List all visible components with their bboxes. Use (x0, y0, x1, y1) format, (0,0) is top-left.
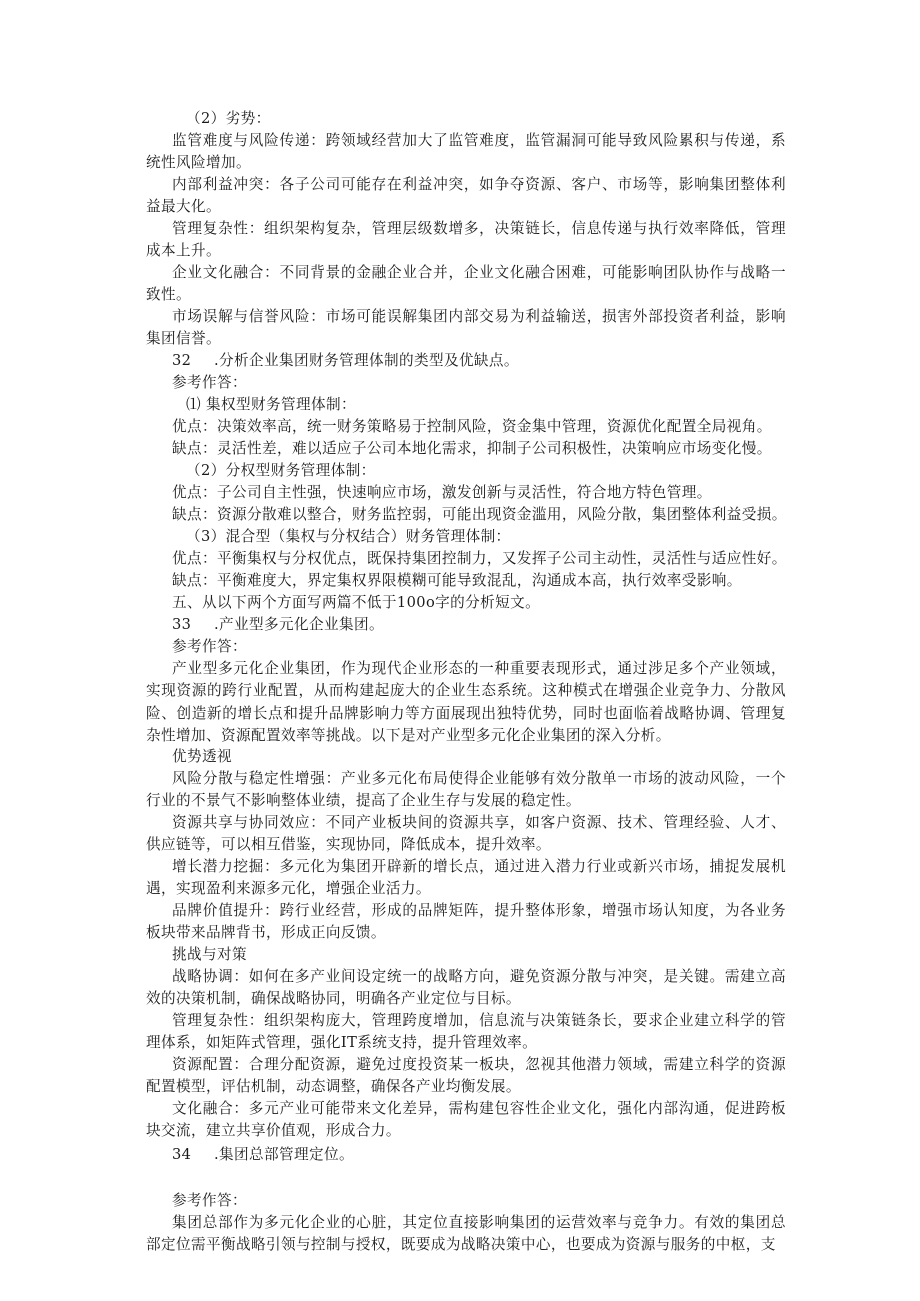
paragraph-hq-positioning: 集团总部作为多元化企业的心脏，其定位直接影响集团的运营效率与竞争力。有效的集团总部定位需平衡战略引领与控制与授权，既要成为战略决策中心，也要成为资源与服务的中枢，支 (146, 1214, 786, 1254)
subheading-centralized: ⑴ 集权型财务管理体制： (186, 396, 356, 413)
question-32 (172, 350, 519, 372)
answer-label: 参考作答： (172, 638, 247, 655)
paragraph-brand-value: 品牌价值提升：跨行业经营，形成的品牌矩阵，提升整体形象，增强市场认知度，为各业务板块带来品牌背书，形成正向反馈。 (146, 902, 786, 942)
question-text: .集团总部管理定位。 (214, 1146, 354, 1163)
section-five-heading: 五、从以下两个方面写两篇不低于100o字的分析短文。 (172, 594, 541, 611)
question-34 (172, 1144, 354, 1166)
question-33 (172, 614, 384, 636)
paragraph-management-complexity-2: 管理复杂性：组织架构庞大，管理跨度增加，信息流与决策链条长，要求企业建立科学的管理体系，如矩阵式管理，强化IT系统支持，提升管理效率。 (146, 1012, 786, 1052)
hybrid-pros: 优点：平衡集权与分权优点，既保持集团控制力，又发挥子公司主动性，灵活性与适应性好。 (172, 550, 787, 567)
paragraph-culture-fusion: 文化融合：多元产业可能带来文化差异，需构建包容性企业文化，强化内部沟通，促进跨板块交流，建立共享价值观，形成合力。 (146, 1100, 786, 1140)
paragraph-regulatory-risk: 监管难度与风险传递：跨领域经营加大了监管难度，监管漏洞可能导致风险累积与传递，系统性风险增加。 (146, 132, 786, 172)
subheading-decentralized: （2）分权型财务管理体制： (186, 462, 376, 479)
paragraph-market-reputation: 市场误解与信誉风险：市场可能误解集团内部交易为利益输送，损害外部投资者利益，影响集团信誉。 (146, 308, 786, 348)
decentralized-pros: 优点：子公司自主性强，快速响应市场，激发创新与灵活性，符合地方特色管理。 (172, 484, 712, 501)
paragraph-resource-allocation: 资源配置：合理分配资源，避免过度投资某一板块，忽视其他潜力领域，需建立科学的资源配置模型，评估机制，动态调整，确保各产业均衡发展。 (146, 1056, 786, 1096)
paragraph-management-complexity: 管理复杂性：组织架构复杂，管理层级数增多，决策链长，信息传递与执行效率降低，管理成本上升。 (146, 220, 786, 260)
answer-label: 参考作答： (172, 1192, 247, 1209)
question-number: 33 (172, 616, 192, 633)
paragraph-intro: 产业型多元化企业集团，作为现代企业形态的一种重要表现形式，通过涉足多个产业领域，实现资源的跨行业配置，从而构建起庞大的企业生态系统。这种模式在增强企业竞争力、分散风险、创造新的增长点和提升品牌影响力等方面展现出独特优势，同时也面临着战略协调、管理复杂性增加、资源配置效率等挑战。以下是对产业型多元化企业集团的深入分析。 (146, 660, 786, 744)
question-text: .分析企业集团财务管理体制的类型及优缺点。 (214, 352, 519, 369)
question-number: 34 (172, 1146, 192, 1163)
paragraph-culture-integration: 企业文化融合：不同背景的金融企业合并，企业文化融合困难，可能影响团队协作与战略一致性。 (146, 264, 786, 304)
paragraph-growth-potential: 增长潜力挖掘：多元化为集团开辟新的增长点，通过进入潜力行业或新兴市场，捕捉发展机遇，实现盈利来源多元化，增强企业活力。 (146, 858, 786, 898)
paragraph-strategy-coordination: 战略协调：如何在多产业间设定统一的战略方向，避免资源分散与冲突，是关键。需建立高效的决策机制，确保战略协同，明确各产业定位与目标。 (146, 968, 786, 1008)
subheading-advantages: 优势透视 (172, 748, 232, 765)
section-heading-disadvantages: （2）劣势： (186, 110, 271, 127)
centralized-pros: 优点：决策效率高，统一财务策略易于控制风险，资金集中管理，资源优化配置全局视角。 (172, 418, 772, 435)
question-text: .产业型多元化企业集团。 (214, 616, 384, 633)
question-number: 32 (172, 352, 192, 369)
hybrid-cons: 缺点：平衡难度大，界定集权界限模糊可能导致混乱，沟通成本高，执行效率受影响。 (172, 572, 742, 589)
paragraph-risk-diversification: 风险分散与稳定性增强：产业多元化布局使得企业能够有效分散单一市场的波动风险，一个行业的不景气不影响整体业绩，提高了企业生存与发展的稳定性。 (146, 770, 786, 810)
centralized-cons: 缺点：灵活性差，难以适应子公司本地化需求，抑制子公司积极性，决策响应市场变化慢。 (172, 440, 772, 457)
paragraph-resource-sharing: 资源共享与协同效应：不同产业板块间的资源共享，如客户资源、技术、管理经验、人才、供应链等，可以相互借鉴，实现协同，降低成本，提升效率。 (146, 814, 786, 854)
subheading-challenges: 挑战与对策 (172, 946, 247, 963)
paragraph-internal-conflict: 内部利益冲突：各子公司可能存在利益冲突，如争夺资源、客户、市场等，影响集团整体利益最大化。 (146, 176, 786, 216)
answer-label: 参考作答： (172, 374, 247, 391)
subheading-hybrid: （3）混合型（集权与分权结合）财务管理体制： (186, 528, 511, 545)
decentralized-cons: 缺点：资源分散难以整合，财务监控弱，可能出现资金滥用，风险分散，集团整体利益受损。 (172, 506, 787, 523)
